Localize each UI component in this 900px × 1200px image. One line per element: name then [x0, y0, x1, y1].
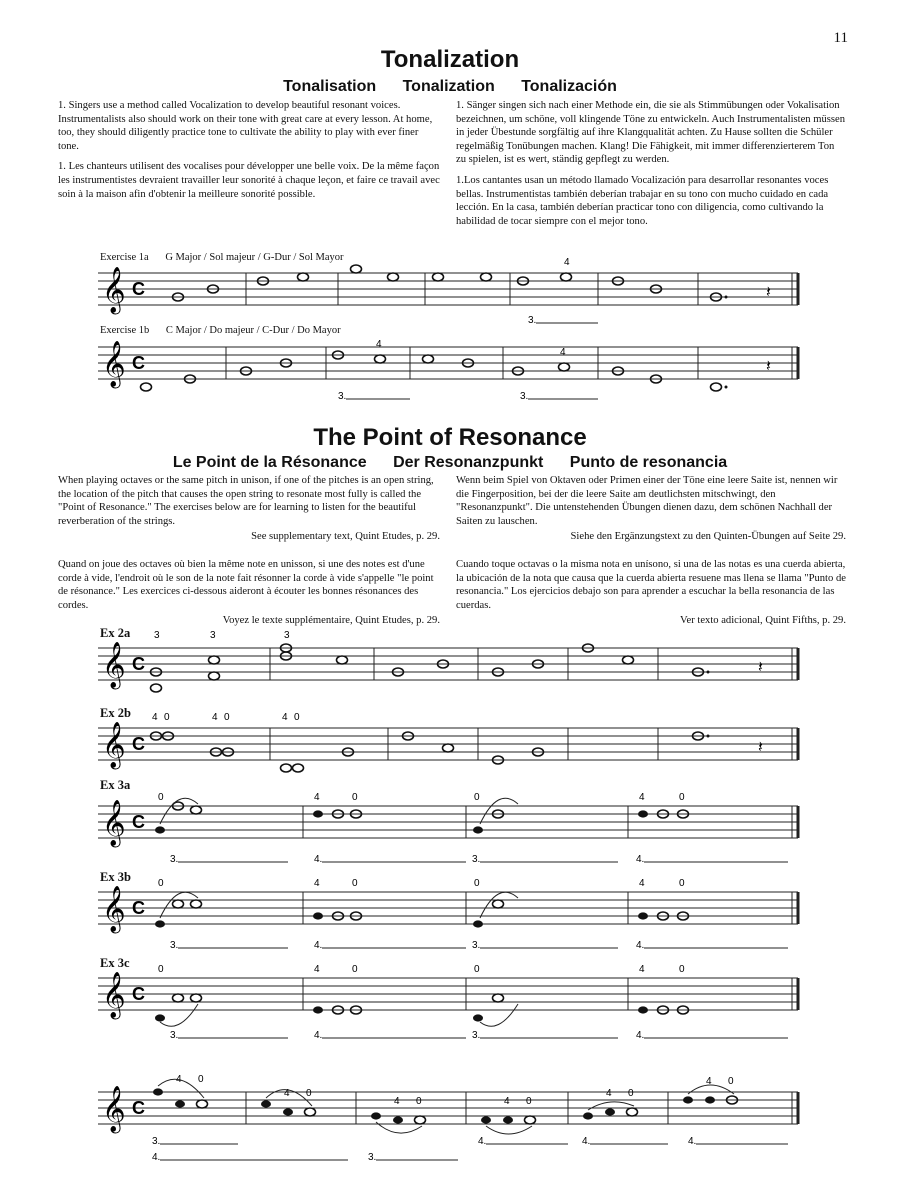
svg-text:4: 4 [314, 792, 320, 803]
page-number: 11 [833, 30, 848, 46]
svg-text:4: 4 [504, 1096, 510, 1107]
svg-text:4.: 4. [478, 1136, 487, 1147]
staff-ex-2a [98, 630, 798, 692]
resonance-spanish-reference: Ver texto adicional, Quint Fifths, p. 29. [680, 615, 846, 627]
staff-ex-3b [98, 878, 798, 951]
svg-text:0: 0 [158, 964, 164, 975]
svg-text:4.: 4. [636, 1030, 645, 1041]
treble-clef-icon: 𝄞 [102, 268, 126, 312]
svg-text:𝄽: 𝄽 [758, 659, 763, 676]
resonance-french-text: Quand on joue des octaves où bien la même note en unisson, si une des notes est d'une corde à vide, l'endroit où le son de la note fait résonner la corde à vide s'appelle "le point de résonance." Les exercices ci-dessous aideront à écouter les bonnes résonances des cordes. [58, 558, 434, 611]
svg-text:3.: 3. [170, 1030, 179, 1041]
svg-text:C: C [132, 1098, 145, 1118]
tonalization-spanish-text: 1.Los cantantes usan un método llamado Vocalización para desarrollar resonantes voces bellas. Instrumentistas también deberían trabajar en su tono con mucho cuidado en cada lección. En la casa, también deberían practicar tono con diligencia, como cultivando la habilidad de tocar siempre con el mejor tono. [456, 174, 829, 227]
staff-ex-2b [98, 712, 798, 772]
ex-3a-label: Ex 3a [100, 778, 131, 792]
svg-text:0: 0 [679, 792, 685, 803]
svg-text:3.: 3. [472, 1030, 481, 1041]
svg-text:4: 4 [284, 1088, 290, 1099]
svg-text:4.: 4. [582, 1136, 591, 1147]
svg-text:𝄽: 𝄽 [758, 739, 763, 756]
svg-text:4: 4 [394, 1096, 400, 1107]
staff-ex-3c [98, 964, 798, 1041]
svg-text:4.: 4. [152, 1152, 161, 1163]
svg-text:3.: 3. [170, 854, 179, 865]
svg-text:0: 0 [628, 1088, 634, 1099]
subtitle-german: Tonalization [402, 78, 495, 95]
svg-text:0: 0 [158, 878, 164, 889]
svg-text:0: 0 [474, 878, 480, 889]
tonalization-french-text: 1. Les chanteurs utilisent des vocalises pour développer une belle voix. De la même façon les instrumentistes devraient travailler leur sonorité à chaque leçon, et faire ce travail avec soin à la maison afin d'obtenir la meilleure sonorité possible. [58, 161, 440, 200]
resonance-subtitle-french: Le Point de la Résonance [172, 454, 367, 471]
ex-3b-label: Ex 3b [100, 870, 131, 884]
svg-text:4: 4 [212, 712, 218, 723]
staff-exercise-1a [98, 257, 798, 326]
resonance-german-text: Wenn beim Spiel von Oktaven oder Primen einer der Töne eine leere Saite ist, nennen wir die Fingerposition, bei der die leere Saite am deutlichsten mitschwingt, den "Resonanzpunkt". Die untenstehenden Übungen dienen dazu, dem schönen Nachhall der Saiten zu lauschen. [456, 475, 838, 527]
resonance-title: The Point of Resonance [313, 424, 587, 451]
subtitle-french: Tonalisation [283, 78, 377, 95]
ex-3c-label: Ex 3c [100, 956, 130, 970]
svg-text:0: 0 [294, 712, 300, 723]
svg-text:3.: 3. [338, 391, 347, 402]
svg-text:C: C [132, 279, 145, 299]
svg-text:𝄞: 𝄞 [102, 643, 126, 687]
svg-text:0: 0 [474, 964, 480, 975]
svg-text:4: 4 [282, 712, 288, 723]
svg-text:0: 0 [224, 712, 230, 723]
svg-text:4: 4 [314, 878, 320, 889]
resonance-german-reference: Siehe den Ergänzungstext zu den Quinten-Übungen auf Seite 29. [570, 531, 846, 543]
svg-text:3.: 3. [528, 315, 537, 326]
svg-text:3.: 3. [170, 940, 179, 951]
svg-text:4: 4 [639, 878, 645, 889]
svg-text:4: 4 [152, 712, 158, 723]
svg-text:4.: 4. [314, 940, 323, 951]
svg-text:0: 0 [352, 964, 358, 975]
svg-text:4: 4 [314, 964, 320, 975]
ex-2b-label: Ex 2b [100, 706, 131, 720]
resonance-subtitle-spanish: Punto de resonancia [569, 454, 728, 471]
svg-text:0: 0 [416, 1096, 422, 1107]
svg-text:4: 4 [176, 1074, 182, 1085]
staff-final-exercise [98, 1074, 798, 1163]
svg-text:4: 4 [639, 792, 645, 803]
svg-text:𝄽: 𝄽 [766, 284, 771, 301]
svg-text:𝄞: 𝄞 [102, 801, 126, 845]
svg-text:4.: 4. [636, 940, 645, 951]
resonance-english-text: When playing octaves or the same pitch in unison, if one of the pitches is an open string, the location of the pitch that causes the open string to resonate most fully is called the "Point of Resonance." The exercises below are for learning to listen for the beautiful reverberation of the strings. [58, 475, 434, 527]
svg-text:C: C [132, 654, 145, 674]
svg-text:4.: 4. [314, 854, 323, 865]
subtitle-spanish: Tonalización [521, 78, 617, 95]
svg-text:4: 4 [376, 339, 382, 350]
treble-clef-icon: 𝄞 [102, 342, 126, 386]
svg-text:3: 3 [210, 630, 216, 641]
svg-text:4.: 4. [636, 854, 645, 865]
svg-text:0: 0 [158, 792, 164, 803]
resonance-english-reference: See supplementary text, Quint Etudes, p. 29. [251, 531, 440, 543]
svg-text:3: 3 [284, 630, 290, 641]
svg-text:0: 0 [526, 1096, 532, 1107]
svg-text:𝄞: 𝄞 [102, 973, 126, 1017]
svg-text:4: 4 [560, 347, 566, 358]
tonalization-title: Tonalization [380, 46, 520, 73]
svg-text:4: 4 [606, 1088, 612, 1099]
svg-text:0: 0 [198, 1074, 204, 1085]
svg-text:3: 3 [154, 630, 160, 641]
resonance-subtitle-german: Der Resonanzpunkt [393, 454, 544, 471]
svg-text:C: C [132, 898, 145, 918]
svg-text:0: 0 [164, 712, 170, 723]
resonance-french-reference: Voyez le texte supplémentaire, Quint Etudes, p. 29. [222, 615, 440, 627]
staff-ex-3a [98, 792, 798, 865]
svg-text:𝄞: 𝄞 [102, 887, 126, 931]
svg-text:3.: 3. [152, 1136, 161, 1147]
svg-text:C: C [132, 812, 145, 832]
svg-text:4.: 4. [688, 1136, 697, 1147]
svg-text:0: 0 [679, 964, 685, 975]
exercise-1b-label: Exercise 1b C Major / Do majeur / C-Dur / Do Mayor [100, 325, 341, 336]
svg-text:0: 0 [352, 792, 358, 803]
svg-text:3.: 3. [368, 1152, 377, 1163]
svg-text:0: 0 [352, 878, 358, 889]
svg-text:4: 4 [706, 1076, 712, 1087]
svg-text:C: C [132, 734, 145, 754]
svg-text:4.: 4. [314, 1030, 323, 1041]
exercise-1a-label: Exercise 1a G Major / Sol majeur / G-Dur / Sol Mayor [100, 252, 344, 263]
svg-text:C: C [132, 353, 145, 373]
svg-text:0: 0 [306, 1088, 312, 1099]
svg-text:C: C [132, 984, 145, 1004]
svg-text:𝄞: 𝄞 [102, 1087, 126, 1131]
svg-text:3.: 3. [520, 391, 529, 402]
svg-text:3.: 3. [472, 854, 481, 865]
svg-text:0: 0 [679, 878, 685, 889]
tonalization-english-text: 1. Singers use a method called Vocalization to develop beautiful resonant voices. Instrumentalists also should work on their tone with great care at every lesson. At home, too, they should diligently practice tone to cultivate the ability to play with ever finer tone. [58, 100, 433, 152]
svg-text:𝄞: 𝄞 [102, 723, 126, 767]
svg-text:4: 4 [564, 257, 570, 268]
ex-2a-label: Ex 2a [100, 626, 131, 640]
svg-text:0: 0 [474, 792, 480, 803]
resonance-spanish-text: Cuando toque octavas o la misma nota en unísono, si una de las notas es una cuerda abierta, la ubicación de la nota que causa que la cuerda abierta resuene mas llena se llama "Punto de resonancia." Los ejercicios debajo son para aprender a escuchar la bella resonancia de las cuerdas. [456, 558, 846, 611]
staff-exercise-1b [98, 339, 798, 402]
svg-text:3.: 3. [472, 940, 481, 951]
svg-text:𝄽: 𝄽 [766, 358, 771, 375]
svg-text:4: 4 [639, 964, 645, 975]
svg-text:0: 0 [728, 1076, 734, 1087]
tonalization-german-text: 1. Sänger singen sich nach einer Methode ein, die sie als Stimmübungen oder Vokalisation bezeichnen, um schöne, voll klingende Töne zu entwickeln. Auch Instrumentalisten müssen in jeder Übestunde sorgfältig auf ihre Klangqualität achten. Zu Hause sollten die Schüler regelmäßig Tonübungen machen. Klang! Die Fähigkeit, mit immer differenzierterem Ton zu spielen, ist es wert, ständig gepflegt zu werden. [456, 100, 846, 166]
